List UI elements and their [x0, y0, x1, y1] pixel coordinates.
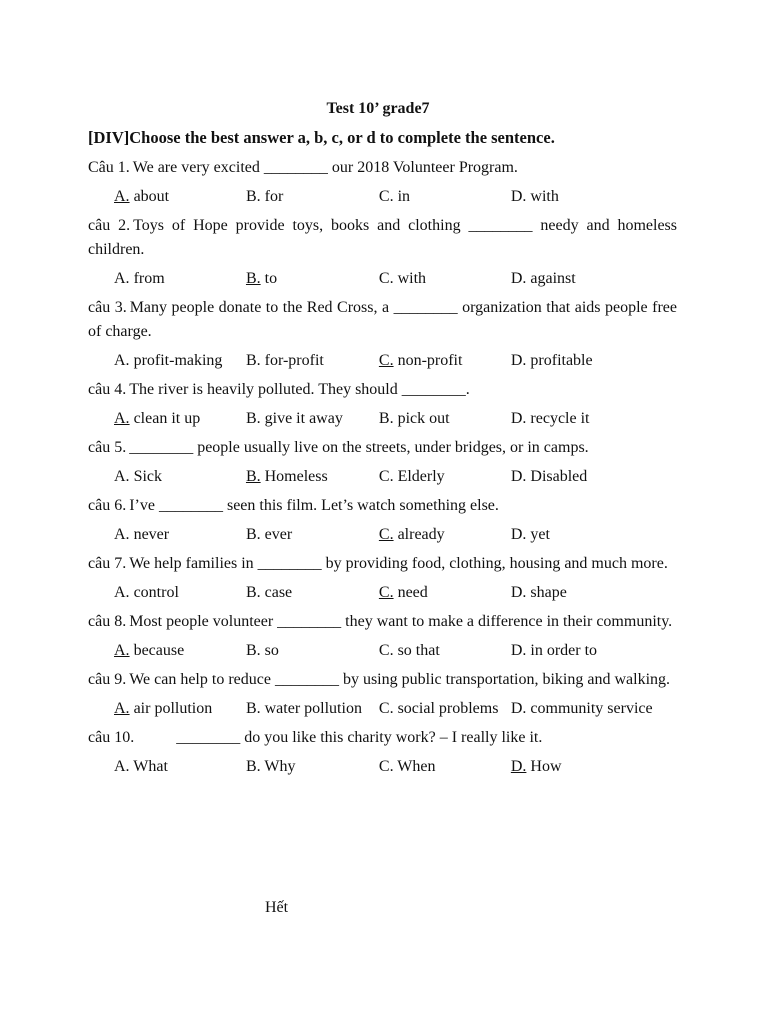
- option-text: case: [260, 584, 293, 601]
- option-text: How: [526, 758, 562, 775]
- answer-options: [88, 755, 677, 779]
- answer-option: [379, 523, 511, 547]
- answer-option: [114, 267, 246, 291]
- option-letter: C.: [378, 642, 394, 659]
- question-number: câu 8.: [88, 613, 127, 630]
- answer-option: [114, 581, 246, 605]
- answer-options: [88, 465, 677, 489]
- answer-option: [511, 697, 677, 721]
- option-text: for-profit: [260, 352, 324, 369]
- answer-options: [88, 697, 677, 721]
- option-text: shape: [526, 584, 567, 601]
- question-number: câu 2.: [88, 217, 131, 234]
- option-letter-marked: A.: [114, 410, 130, 427]
- option-text: profitable: [526, 352, 593, 369]
- question-number: câu 9.: [88, 671, 127, 688]
- option-text: Homeless: [260, 468, 328, 485]
- option-text: Sick: [129, 468, 163, 485]
- answer-option: [379, 407, 511, 431]
- option-text: need: [393, 584, 428, 601]
- option-text: for: [260, 188, 284, 205]
- answer-option: [114, 407, 246, 431]
- answer-option: [511, 407, 677, 431]
- question-text: We can help to reduce ________ by using public transportation, biking and walking.: [129, 671, 671, 688]
- question-item: [88, 214, 677, 291]
- answer-option: [246, 185, 379, 209]
- option-text: What: [129, 758, 168, 775]
- option-letter: C.: [378, 468, 394, 485]
- answer-options: [88, 349, 677, 373]
- option-letter-marked: A.: [114, 700, 130, 717]
- answer-options: [88, 523, 677, 547]
- option-letter: A.: [114, 758, 130, 775]
- answer-option: [246, 697, 379, 721]
- question-stem: [88, 668, 677, 692]
- option-text: with: [393, 270, 427, 287]
- option-text: never: [129, 526, 170, 543]
- option-text: with: [526, 188, 559, 205]
- option-letter: C.: [378, 700, 394, 717]
- question-stem: [88, 552, 677, 576]
- option-letter-marked: C.: [378, 352, 394, 369]
- question-text: Many people donate to the Red Cross, a ________ organization that aids people free of charge.: [88, 299, 677, 340]
- option-letter: B.: [378, 410, 394, 427]
- question-text: Toys of Hope provide toys, books and clothing ________ needy and homeless children.: [88, 217, 678, 258]
- option-letter-marked: D.: [510, 758, 527, 775]
- question-text: ________ people usually live on the streets, under bridges, or in camps.: [129, 439, 589, 456]
- option-letter-marked: A.: [114, 188, 130, 205]
- answer-option: [379, 697, 511, 721]
- answer-options: [88, 581, 677, 605]
- answer-option: [114, 349, 246, 373]
- answer-option: [379, 639, 511, 663]
- option-letter-marked: B.: [245, 270, 261, 287]
- option-text: against: [526, 270, 576, 287]
- answer-option: [114, 465, 246, 489]
- answer-option: [379, 465, 511, 489]
- option-letter: B.: [245, 584, 261, 601]
- answer-option: [379, 349, 511, 373]
- question-item: [88, 156, 677, 209]
- option-letter: B.: [245, 642, 261, 659]
- question-item: [88, 436, 677, 489]
- option-text: profit-making: [129, 352, 223, 369]
- question-item: [88, 378, 677, 431]
- question-number: câu 5.: [88, 439, 127, 456]
- answer-option: [114, 523, 246, 547]
- question-stem: [88, 610, 677, 634]
- answer-option: [246, 523, 379, 547]
- option-letter-marked: C.: [378, 584, 394, 601]
- answer-option: [511, 581, 677, 605]
- option-text: recycle it: [526, 410, 590, 427]
- option-text: already: [393, 526, 445, 543]
- question-text: ________ do you like this charity work? – I really like it.: [176, 729, 543, 746]
- question-stem: [88, 296, 677, 344]
- page-title: Test 10’ grade7: [326, 100, 430, 117]
- question-stem: [88, 156, 677, 180]
- option-text: non-profit: [393, 352, 463, 369]
- option-letter: B.: [245, 410, 261, 427]
- option-text: Elderly: [393, 468, 445, 485]
- option-text: ever: [260, 526, 293, 543]
- answer-option: [379, 185, 511, 209]
- option-letter: D.: [510, 270, 527, 287]
- question-item: [88, 552, 677, 605]
- option-letter: D.: [510, 526, 527, 543]
- answer-option: [246, 755, 379, 779]
- answer-option: [511, 523, 677, 547]
- option-text: about: [129, 188, 170, 205]
- question-stem: [88, 214, 677, 262]
- question-text: The river is heavily polluted. They should ________.: [129, 381, 470, 398]
- answer-option: [511, 185, 677, 209]
- option-letter: A.: [114, 468, 130, 485]
- option-letter: D.: [510, 642, 527, 659]
- option-letter: B.: [245, 526, 261, 543]
- option-text: give it away: [260, 410, 343, 427]
- option-text: pick out: [393, 410, 450, 427]
- option-text: yet: [526, 526, 550, 543]
- option-text: in: [393, 188, 411, 205]
- question-text: We help families in ________ by providing food, clothing, housing and much more.: [129, 555, 668, 572]
- question-list: [88, 156, 677, 784]
- option-text: water pollution: [260, 700, 362, 717]
- option-text: control: [129, 584, 179, 601]
- option-letter: C.: [378, 270, 394, 287]
- option-letter: C.: [378, 188, 394, 205]
- answer-option: [511, 465, 677, 489]
- option-letter-marked: A.: [114, 642, 130, 659]
- option-letter: D.: [510, 352, 527, 369]
- question-stem: [88, 436, 677, 460]
- option-letter: D.: [510, 700, 527, 717]
- option-text: so: [260, 642, 279, 659]
- option-text: clean it up: [129, 410, 201, 427]
- question-item: [88, 494, 677, 547]
- option-text: from: [129, 270, 165, 287]
- option-text: to: [260, 270, 278, 287]
- option-text: so that: [393, 642, 440, 659]
- question-stem: [88, 378, 677, 402]
- instruction-text: [DIV]Choose the best answer a, b, c, or d to complete the sentence.: [88, 128, 555, 147]
- question-item: [88, 610, 677, 663]
- option-text: Disabled: [526, 468, 588, 485]
- question-text: We are very excited ________ our 2018 Volunteer Program.: [132, 159, 518, 176]
- option-letter: B.: [245, 352, 261, 369]
- option-letter: A.: [114, 584, 130, 601]
- question-number: Câu 1.: [88, 159, 130, 176]
- question-number: câu 3.: [88, 299, 127, 316]
- answer-option: [246, 465, 379, 489]
- answer-option: [246, 267, 379, 291]
- option-text: social problems: [393, 700, 499, 717]
- answer-option: [246, 349, 379, 373]
- answer-option: [246, 639, 379, 663]
- option-letter: D.: [510, 584, 527, 601]
- question-stem: [88, 494, 677, 518]
- question-number: câu 4.: [88, 381, 127, 398]
- answer-option: [511, 639, 677, 663]
- question-item: [88, 296, 677, 373]
- answer-options: [88, 267, 677, 291]
- answer-option: [379, 581, 511, 605]
- option-text: community service: [526, 700, 653, 717]
- question-item: [88, 726, 677, 779]
- answer-options: [88, 185, 677, 209]
- answer-options: [88, 639, 677, 663]
- question-number: câu 7.: [88, 555, 127, 572]
- answer-option: [379, 267, 511, 291]
- answer-option: [114, 755, 246, 779]
- answer-option: [246, 407, 379, 431]
- option-letter: D.: [510, 188, 527, 205]
- question-item: [88, 668, 677, 721]
- option-text: When: [393, 758, 436, 775]
- option-letter: A.: [114, 526, 130, 543]
- answer-option: [511, 349, 677, 373]
- option-letter: B.: [245, 188, 261, 205]
- option-letter-marked: C.: [378, 526, 394, 543]
- answer-option: [114, 639, 246, 663]
- answer-option: [379, 755, 511, 779]
- option-letter: C.: [378, 758, 394, 775]
- question-text: I’ve ________ seen this film. Let’s watch something else.: [129, 497, 499, 514]
- question-stem: [88, 726, 677, 750]
- option-letter: D.: [510, 468, 527, 485]
- answer-option: [114, 697, 246, 721]
- option-text: air pollution: [129, 700, 213, 717]
- option-letter: A.: [114, 352, 130, 369]
- option-letter: A.: [114, 270, 130, 287]
- end-marker: Hết: [265, 899, 289, 916]
- option-letter: B.: [245, 700, 261, 717]
- answer-options: [88, 407, 677, 431]
- question-number: câu 10.: [88, 729, 135, 746]
- option-letter: D.: [510, 410, 527, 427]
- question-text: Most people volunteer ________ they want to make a difference in their community.: [129, 613, 673, 630]
- question-number: câu 6.: [88, 497, 127, 514]
- answer-option: [511, 267, 677, 291]
- answer-option: [114, 185, 246, 209]
- option-text: because: [129, 642, 185, 659]
- option-letter-marked: B.: [245, 468, 261, 485]
- option-letter: B.: [245, 758, 261, 775]
- answer-option: [511, 755, 677, 779]
- option-text: Why: [260, 758, 296, 775]
- option-text: in order to: [526, 642, 598, 659]
- answer-option: [246, 581, 379, 605]
